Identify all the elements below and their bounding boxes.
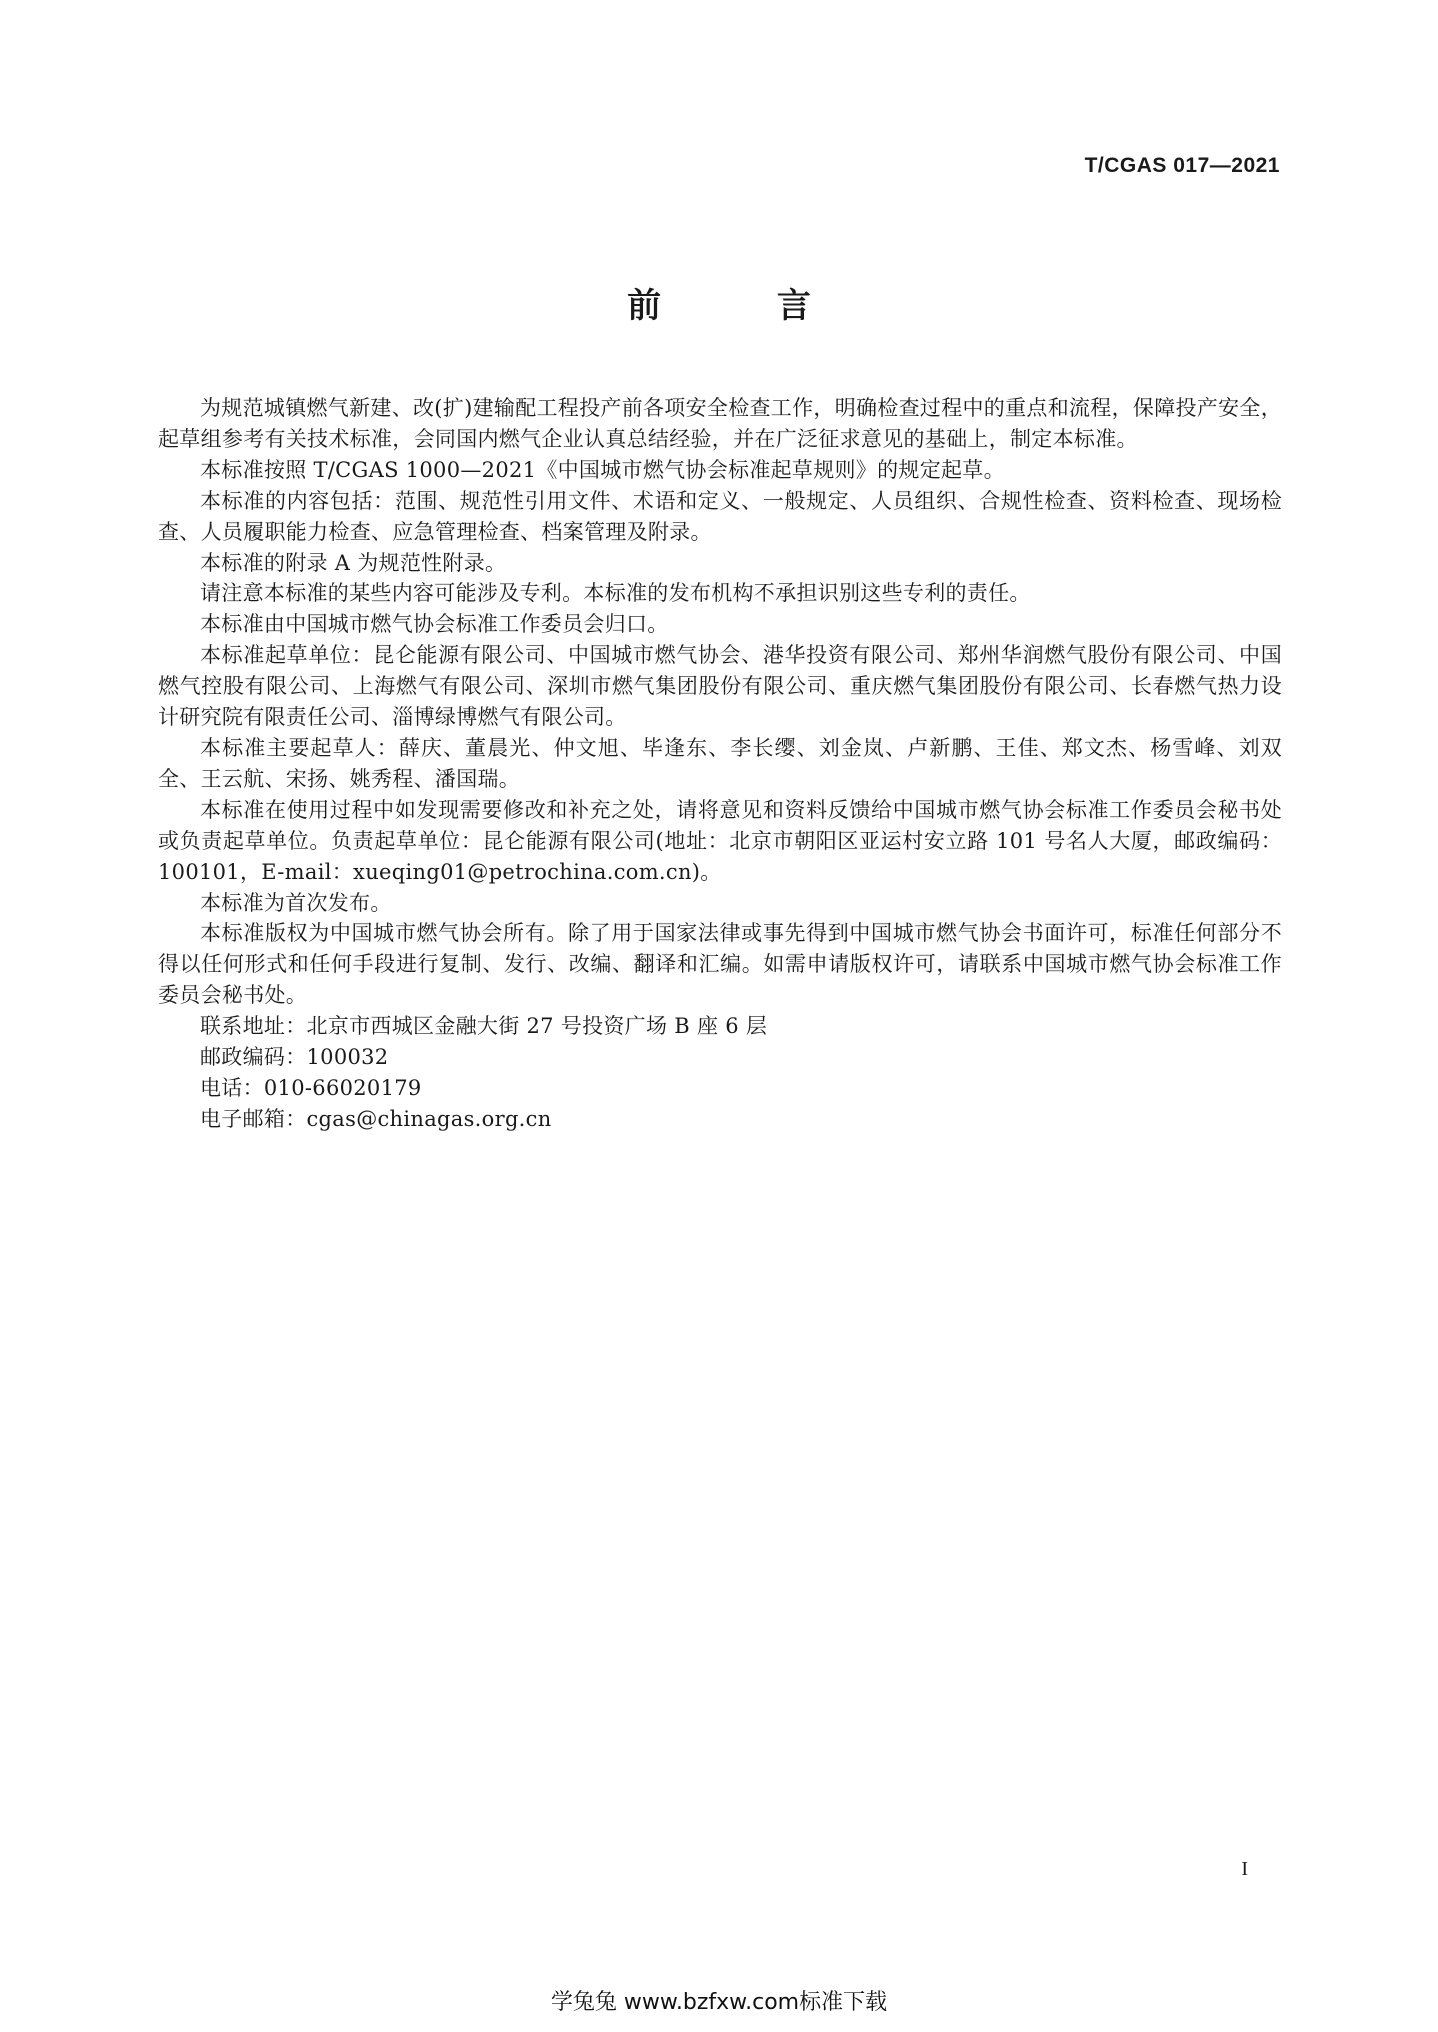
paragraph-drafters: 本标准主要起草人：薛庆、董晨光、仲文旭、毕逢东、李长缨、刘金岚、卢新鹏、王佳、郑文杰、杨雪峰、刘双全、王云航、宋扬、姚秀程、潘国瑞。 bbox=[158, 735, 1282, 791]
contact-postcode: 邮政编码：100032 bbox=[200, 1045, 389, 1070]
foreword-body bbox=[158, 393, 1282, 1135]
contact-email: 电子邮箱：cgas@chinagas.org.cn bbox=[200, 1106, 552, 1131]
contact-address: 联系地址：北京市西城区金融大街 27 号投资广场 B 座 6 层 bbox=[200, 1014, 768, 1039]
paragraph-copyright: 本标准版权为中国城市燃气协会所有。除了用于国家法律或事先得到中国城市燃气协会书面许可，标准任何部分不得以任何形式和任何手段进行复制、发行、改编、翻译和汇编。如需申请版权许可，请联系中国城市燃气协会标准工作委员会秘书处。 bbox=[158, 921, 1282, 1008]
paragraph-governing-body: 本标准由中国城市燃气协会标准工作委员会归口。 bbox=[200, 612, 669, 637]
paragraph-patent-notice: 请注意本标准的某些内容可能涉及专利。本标准的发布机构不承担识别这些专利的责任。 bbox=[200, 581, 1031, 606]
footer-watermark: 学兔兔 www.bzfxw.com标准下载 bbox=[550, 1990, 888, 2015]
paragraph-contents: 本标准的内容包括：范围、规范性引用文件、术语和定义、一般规定、人员组织、合规性检查、资料检查、现场检查、人员履职能力检查、应急管理检查、档案管理及附录。 bbox=[158, 488, 1282, 544]
page-number: I bbox=[1241, 1858, 1248, 1880]
paragraph-purpose: 为规范城镇燃气新建、改(扩)建输配工程投产前各项安全检查工作，明确检查过程中的重点和流程，保障投产安全，起草组参考有关技术标准，会同国内燃气企业认真总结经验，并在广泛征求意见的基础上，制定本标准。 bbox=[158, 396, 1282, 451]
paragraph-appendix: 本标准的附录 A 为规范性附录。 bbox=[200, 550, 507, 575]
paragraph-drafting-rules: 本标准按照 T/CGAS 1000—2021《中国城市燃气协会标准起草规则》的规定起草。 bbox=[200, 457, 1005, 482]
page-title: 前 言 bbox=[627, 286, 863, 326]
standard-code: T/CGAS 017—2021 bbox=[1084, 154, 1280, 177]
contact-phone: 电话：010-66020179 bbox=[200, 1075, 422, 1100]
paragraph-first-release: 本标准为首次发布。 bbox=[200, 890, 392, 915]
paragraph-feedback: 本标准在使用过程中如发现需要修改和补充之处，请将意见和资料反馈给中国城市燃气协会标准工作委员会秘书处或负责起草单位。负责起草单位：昆仑能源有限公司(地址：北京市朝阳区亚运村安立路 101 号名人大厦，邮政编码：100101，E-mail：xueqing01@petrochina.com.cn)。 bbox=[158, 797, 1282, 884]
paragraph-drafting-units: 本标准起草单位：昆仑能源有限公司、中国城市燃气协会、港华投资有限公司、郑州华润燃气股份有限公司、中国燃气控股有限公司、上海燃气有限公司、深圳市燃气集团股份有限公司、重庆燃气集团股份有限公司、长春燃气热力设计研究院有限责任公司、淄博绿博燃气有限公司。 bbox=[158, 643, 1282, 730]
